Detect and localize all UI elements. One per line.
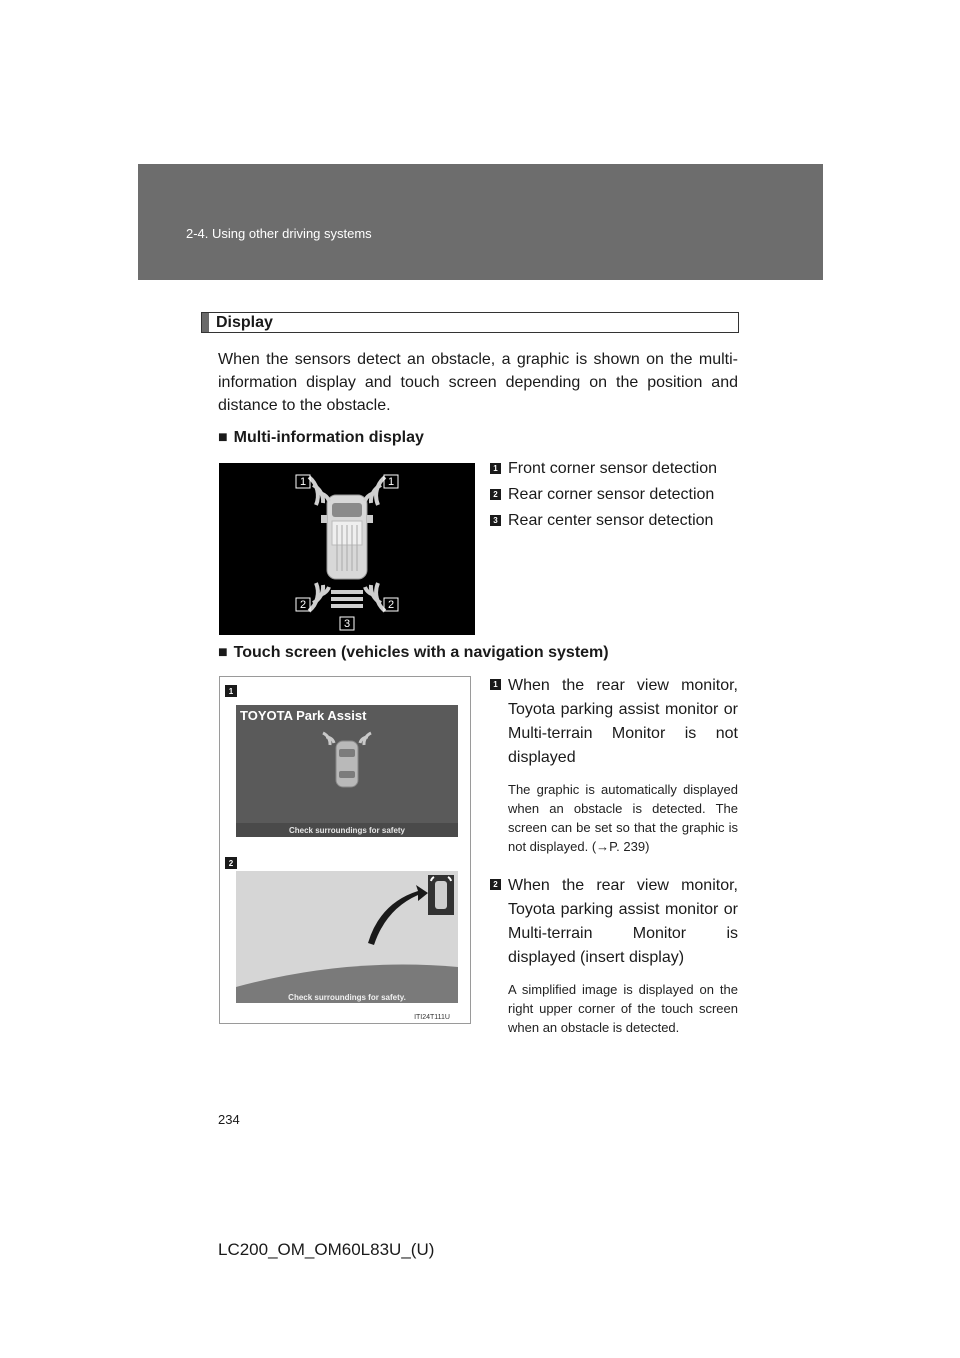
vehicle-top-view-graphic [219,463,475,635]
figure-label: 2 [387,599,395,611]
figure-tag: 1 [228,687,234,696]
number-badge: 3 [490,515,501,526]
number-badge: 1 [490,679,501,690]
item-heading: When the rear view monitor, Toyota parking assist monitor or Multi-terrain Monitor is not displayed [508,677,738,766]
document-code: LC200_OM_OM60L83U_(U) [218,1240,435,1259]
section-title-box [201,312,739,333]
figure-label: 1 [387,476,395,488]
section-path: 2-4. Using other driving systems [186,226,372,241]
figure-label: 1 [299,476,307,488]
intro-paragraph: When the sensors detect an obstacle, a graphic is shown on the multi-information display and touch screen depending on the position and distance to the obstacle. [218,351,738,414]
multi-info-heading [218,429,424,447]
section-title-bar [202,313,209,332]
number-badge: 2 [490,879,501,890]
square-bullet-icon: ■ [218,644,228,661]
touch-screen-graphic [220,677,470,1023]
car-icon [321,495,373,579]
touch-screen-heading [218,644,609,662]
figure-code: ITI24T111U [414,1014,450,1021]
header-band [138,164,823,280]
multi-info-figure [219,463,475,635]
item-description: A simplified image is displayed on the right upper corner of the touch screen when an obstacle is detected. [508,982,738,1035]
square-bullet-icon: ■ [218,429,228,446]
insert-display-icon [428,875,454,915]
car-icon [336,741,358,787]
page-number: 234 [218,1112,240,1127]
touch-screen-heading-text: Touch screen (vehicles with a navigation system) [233,644,609,661]
multi-info-heading-text: Multi-information display [233,429,424,446]
legend-label: Front corner sensor detection [508,460,717,477]
item-description: The graphic is automatically displayed when an obstacle is detected. The screen can be set so that the graphic is not displayed. (→P. 239) [508,782,738,854]
safety-caption: Check surroundings for safety [288,826,406,835]
safety-caption: Check surroundings for safety. [288,993,406,1002]
item-heading: When the rear view monitor, Toyota parking assist monitor or Multi-terrain Monitor is displayed (insert display) [508,877,738,966]
figure-label: 3 [343,618,351,630]
number-badge: 2 [490,489,501,500]
touch-screen-item [490,874,738,1037]
section-title: Display [216,314,273,331]
legend-label: Rear center sensor detection [508,512,714,529]
touch-screen-item [490,674,738,856]
park-assist-title: TOYOTA Park Assist [240,708,367,723]
touch-screen-figure [219,676,471,1024]
rear-center-bars-icon [331,590,363,608]
figure-label: 2 [299,599,307,611]
figure-tag: 2 [228,859,234,868]
legend-label: Rear corner sensor detection [508,486,715,503]
number-badge: 1 [490,463,501,474]
